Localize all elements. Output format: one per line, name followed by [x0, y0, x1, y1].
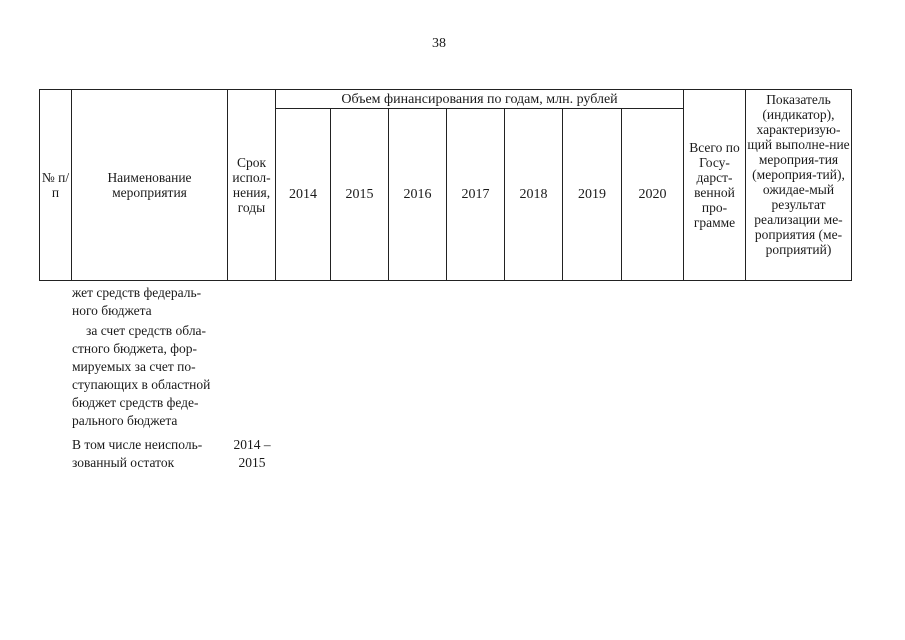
row-name: В том числе неисполь- зованный остаток — [72, 437, 203, 470]
header-term: Срок испол-нения, годы — [228, 90, 276, 281]
header-name: Наименование мероприятия — [72, 90, 228, 281]
header-total: Всего по Госу-дарст-венной про-грамме — [684, 90, 746, 281]
row-name: жет средств федераль- ного бюджета — [72, 285, 202, 318]
header-volume-title: Объем финансирования по годам, млн. рублей — [276, 90, 684, 109]
row-name: за счет средств обла- стного бюджета, фор- мируемых за счет по- ступающих в областной бюджет средств феде- рального бюджета — [72, 323, 211, 428]
header-year-2016: 2016 — [389, 109, 447, 281]
financing-table-header — [39, 89, 852, 281]
header-year-2020: 2020 — [622, 109, 684, 281]
row-term: 2014 – 2015 — [233, 437, 271, 470]
header-year-2017: 2017 — [447, 109, 505, 281]
header-year-2015: 2015 — [331, 109, 389, 281]
header-indicator: Показатель (индикатор), характеризую-щий выполне-ние мероприя-тия (мероприя-тий), ожидае-мый результат реализации ме-роприятия (ме-роприятий) — [746, 90, 852, 281]
header-year-2019: 2019 — [563, 109, 622, 281]
header-num: № п/п — [40, 90, 72, 281]
header-year-2018: 2018 — [505, 109, 563, 281]
header-year-2014: 2014 — [276, 109, 331, 281]
page-number: 38 — [432, 36, 446, 51]
